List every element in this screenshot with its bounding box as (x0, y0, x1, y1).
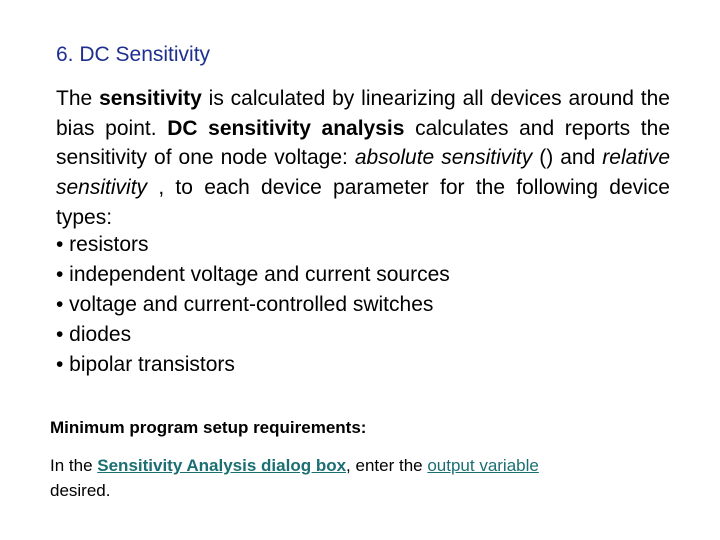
intro-text-1: The (56, 87, 100, 110)
intro-text-4: () and (532, 146, 603, 170)
list-item: • diodes (56, 323, 132, 346)
requirements-text (50, 453, 539, 503)
requirements-text-mid: , enter the (346, 456, 428, 475)
intro-bold-dc-analysis: DC sensitivity analysis (167, 116, 405, 140)
slide-title: 6. DC Sensitivity (56, 43, 211, 66)
list-item: • independent voltage and current sources (56, 263, 450, 286)
intro-italic-absolute: absolute sensitivity (354, 146, 533, 170)
intro-paragraph (56, 84, 670, 233)
list-item: • voltage and current-controlled switches (56, 293, 434, 316)
output-variable-link[interactable]: output variable (427, 456, 539, 475)
requirements-heading: Minimum program setup requirements: (50, 418, 367, 437)
sensitivity-dialog-link[interactable]: Sensitivity Analysis dialog box (97, 456, 347, 475)
requirements-text-pre: In the (50, 456, 98, 475)
intro-text-2: is calculated by linearizing all devices around the bias point. (56, 87, 670, 140)
list-item: • bipolar transistors (56, 353, 235, 376)
intro-text-5: , to each device parameter for the following device types: (56, 176, 670, 229)
intro-italic-relative: relative sensitivity (56, 146, 670, 200)
device-type-list (56, 230, 450, 380)
intro-bold-sensitivity: sensitivity (99, 87, 202, 110)
intro-text-3: calculates and reports the sensitivity of one node voltage: (56, 116, 670, 170)
requirements-text-post: desired. (50, 481, 111, 500)
list-item: • resistors (56, 233, 149, 256)
